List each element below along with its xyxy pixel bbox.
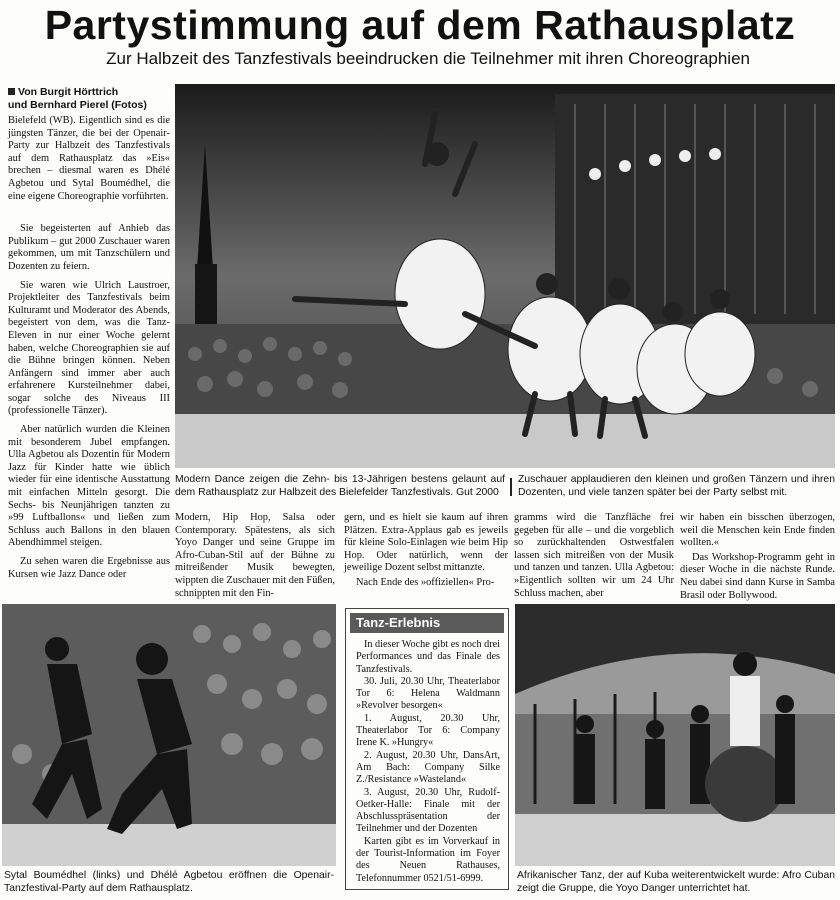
main-photo-caption-continued: Zuschauer applaudieren den kleinen und großen Tänzern und ihren Dozenten, und viele tanzen später bei der Party selbst mit. (518, 474, 835, 498)
article-paragraph: Zu sehen waren die Ergebnisse aus Kursen wie Jazz Dance oder (8, 556, 170, 580)
article-paragraph: Sie waren wie Ulrich Laustroer, Projektleiter des Tanzfestivals beim Kulturamt und Moderator des Abends, begeistert von dem, was die Tanz-Eleven in nur einer Woche gelernt haben, welche Choreographien sie auf die Bühne bringen können. Neben Anfängern sind immer aber auch erfahrenere Kursteilnehmer dabei, sogar solche des Niveaus III (professionelle Tänzer). (8, 279, 170, 417)
article-paragraph: gern, und es hielt sie kaum auf ihren Plätzen. Extra-Applaus gab es jeweils für kleine Solo-Einlagen wie beim Hip Hop. Oder natürlich, wenn der jeweilige Dozent selbst mittanzte. (344, 512, 508, 574)
info-box-text (346, 637, 508, 885)
info-box (345, 608, 509, 890)
photo-afro-cuban-group (515, 604, 835, 866)
info-box-event: 1. August, 20.30 Uhr, Theaterlabor Tor 6: Company Irene K. »Hungry« (356, 712, 500, 749)
main-photo-children-dancing (175, 84, 835, 468)
article-paragraph: Das Workshop-Programm geht in dieser Woche in die nächste Runde. Neu dabei sind dann Kurse in Samba Brasil oder Bollywood. (680, 551, 835, 601)
info-box-outro: Karten gibt es im Vorverkauf in der Tourist-Information im Foyer des Neuen Rathauses, Telefonnummer 0521/51-6999. (356, 835, 500, 884)
info-box-intro: In dieser Woche gibt es noch drei Performances und das Finale des Tanzfestivals. (356, 639, 500, 675)
info-box-title: Tanz-Erlebnis (350, 613, 504, 633)
subheadline: Zur Halbzeit des Tanzfestivals beeindrucken die Teilnehmer mit ihren Choreographien (106, 49, 750, 68)
article-paragraph: wir haben ein bisschen überzogen, weil die Menschen kein Ende finden wollten.« (680, 512, 835, 549)
article-column-4 (514, 512, 674, 606)
headline: Partystimmung auf dem Rathausplatz (44, 2, 796, 48)
photo-illustration (515, 604, 835, 866)
left-photo-caption: Sytal Boumédhel (links) und Dhélé Agbetou eröffnen die Openair-Tanzfestival-Party auf dem Rathausplatz. (4, 870, 334, 894)
byline (8, 86, 173, 112)
article-paragraph: Sie begeisterten auf Anhieb das Publikum – gut 2000 Zuschauer waren gekommen, um mit Tanzschülern und Dozenten zu feiern. (8, 223, 170, 272)
main-photo-caption: Modern Dance zeigen die Zehn- bis 13-Jährigen bestens gelaunt auf dem Rathausplatz zur Halbzeit des Bielefelder Tanzfestivals. Gut 2000 (175, 474, 505, 498)
info-box-event: 3. August, 20.30 Uhr, Rudolf-Oetker-Halle: Finale mit der Abschlusspräsentation der Teilnehmer und der Dozenten (356, 786, 500, 835)
byline-marker (8, 88, 15, 95)
byline-author: Von Burgit Hörttrich (18, 86, 119, 98)
article-paragraph: Nach Ende des »offiziellen« Pro- (356, 576, 495, 588)
article-lead: Bielefeld (WB). Eigentlich sind es die jüngsten Tänzer, die bei der Openair-Party zur Halbzeit des Tanzfestivals auf dem Rathausplatz das »Eis« brechen – diesmal waren es Dhélé Agbetou und Sytal Boumédhel, die eine eigene Choreographie vorführten. (8, 115, 170, 202)
article-column-1 (8, 115, 170, 587)
info-box-event: 2. August, 20.30 Uhr, DansArt, Am Bach: Company Silke Z./Resistance »Wasteland« (356, 749, 500, 786)
article-column-5 (680, 512, 835, 608)
article-column-2 (175, 512, 335, 606)
info-box-event: 30. Juli, 20.30 Uhr, Theaterlabor Tor 6: Helena Waldmann »Revolver besorgen« (356, 675, 500, 712)
article-paragraph: Modern, Hip Hop, Salsa oder Contemporary. Spätestens, als sich Yoyo Danger und seine Gruppe im Afro-Cuban-Stil auf der Bühne zu mitreißender Musik bewegten, wippten die Zuschauer mit den Füßen, schnippten mit den Fin- (175, 512, 335, 599)
photo-illustration (2, 604, 336, 866)
article-paragraph: gramms wird die Tanzfläche frei gegeben für alle – und die vorgeblich so zurückhaltenden Ostwestfalen lassen sich mitreißen von der Musik und tanzen und tanzen. Ulla Agbetou: »Eigentlich sollten wir um 24 Uhr Schluss machen, aber (514, 512, 674, 599)
right-photo-caption: Afrikanischer Tanz, der auf Kuba weiterentwickelt wurde: Afro Cuban zeigt die Gruppe, die Yoyo Danger unterrichtet hat. (517, 870, 835, 894)
byline-photographer: und Bernhard Pierel (Fotos) (8, 99, 147, 111)
article-column-3 (344, 512, 508, 596)
article-paragraph: Aber natürlich wurden die Kleinen mit besonderem Jubel empfangen. Ulla Agbetou als Dozentin für Modern Jazz für Kinder hatte wie üblich wieder für eine identische Ausstattung mit einfachen Mitteln gesorgt. Die Sechs- bis Neunjährigen tanzten zu »99 Luftballons« und ließen zum Schluss auch Ballons in den blauen Abendhimmel steigen. (8, 424, 170, 549)
caption-divider (510, 478, 512, 496)
photo-duo-dancers (2, 604, 336, 866)
photo-illustration (175, 84, 835, 468)
